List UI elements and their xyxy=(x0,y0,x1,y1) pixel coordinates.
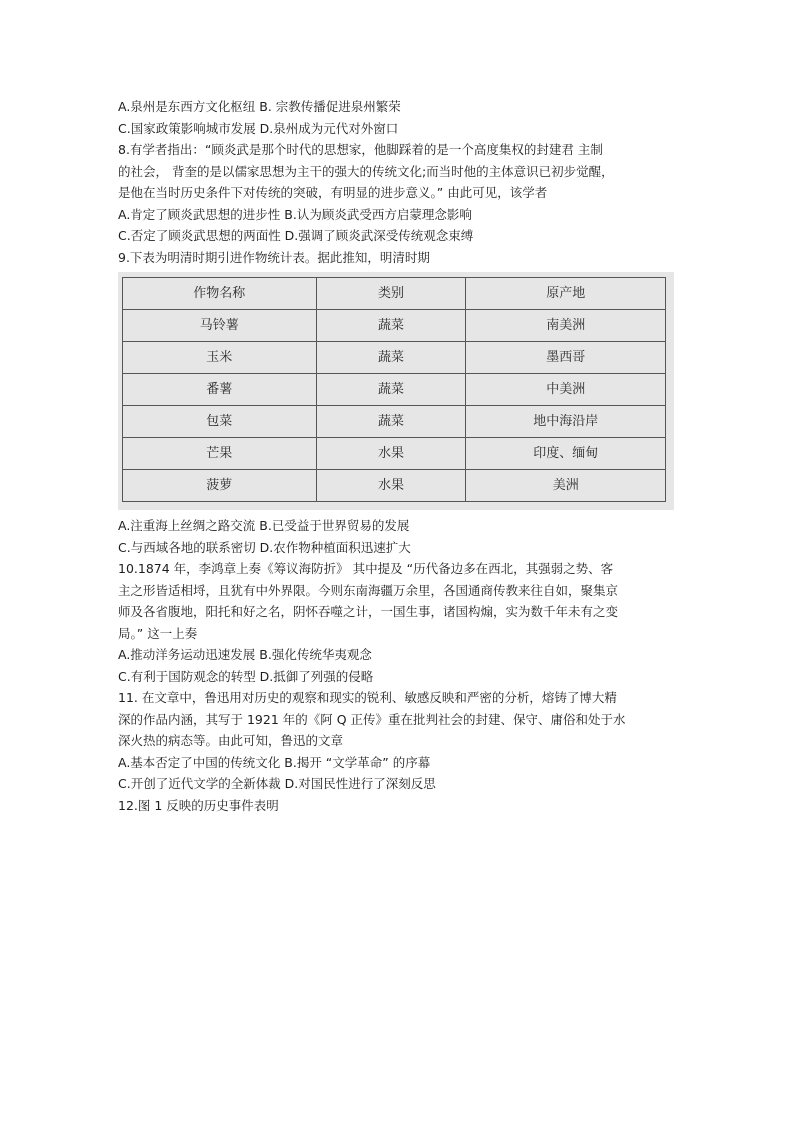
cell-category: 蔬菜 xyxy=(316,310,466,342)
q9-options-ab: A.注重海上丝绸之路交流 B.已受益于世界贸易的发展 xyxy=(118,518,410,533)
q11-options-ab: A.基本否定了中国的传统文化 B.揭开 “文学革命” 的序幕 xyxy=(118,754,431,770)
table-row xyxy=(123,438,666,470)
q8-stem-line-3: 是他在当时历史条件下对传统的突破，有明显的进步意义。” 由此可见，该学者 xyxy=(118,185,548,200)
q10-stem-line-4: 局。” 这一上奏 xyxy=(118,625,198,641)
q9-options-cd: C.与西域各地的联系密切 D.农作物种植面积迅速扩大 xyxy=(118,539,411,555)
cell-origin: 美洲 xyxy=(466,470,666,502)
cell-category: 水果 xyxy=(316,438,466,470)
q8-options-cd: C.否定了顾炎武思想的两面性 D.强调了顾炎武深受传统观念束缚 xyxy=(118,228,474,243)
q11-options-cd: C.开创了近代文学的全新体裁 D.对国民性进行了深刻反思 xyxy=(118,776,436,791)
header-category: 类别 xyxy=(316,278,466,310)
crop-table-photo xyxy=(118,272,674,510)
table-row xyxy=(123,310,666,342)
question-content xyxy=(118,96,688,816)
table-row xyxy=(123,342,666,374)
table-row xyxy=(123,470,666,502)
cell-origin: 中美洲 xyxy=(466,374,666,406)
q10-options-cd: C.有利于国防观念的转型 D.抵御了列强的侵略 xyxy=(118,668,374,684)
crop-table xyxy=(122,277,666,502)
table-header-row xyxy=(123,278,666,310)
cell-category: 蔬菜 xyxy=(316,374,466,406)
q10-stem-line-1: 10.1874 年，李鸿章上奏《筹议海防折》 其中提及 “历代备边多在西北，其强弱之势、客 xyxy=(118,561,614,576)
q10-options-ab: A.推动洋务运动迅速发展 B.强化传统华夷观念 xyxy=(118,647,372,662)
cell-crop-name: 芒果 xyxy=(123,438,317,470)
q10-stem-line-3: 师及各省腹地，阳托和好之名，阴怀吞噬之计，一国生事，诸国构煽，实为数千年未有之变 xyxy=(118,604,619,619)
q11-stem-line-2: 深的作品内涵，其写于 1921 年的《阿 Q 正传》重在批判社会的封建、保守、庸俗和处于水 xyxy=(118,711,626,727)
q8-options-ab: A.肯定了顾炎武思想的进步性 B.认为顾炎武受西方启蒙理念影响 xyxy=(118,206,472,222)
header-origin: 原产地 xyxy=(466,278,666,310)
cell-category: 蔬菜 xyxy=(316,342,466,374)
q9-stem: 9.下表为明清时期引进作物统计表。据此推知，明清时期 xyxy=(118,249,430,265)
q11-stem-line-3: 深火热的病态等。由此可知，鲁迅的文章 xyxy=(118,733,344,748)
cell-category: 蔬菜 xyxy=(316,406,466,438)
q8-stem-line-1: 8.有学者指出：“顾炎武是那个时代的思想家，他脚踩着的是一个高度集权的封建君 主制 xyxy=(118,142,603,157)
q7-options-cd: C.国家政策影响城市发展 D.泉州成为元代对外窗口 xyxy=(118,120,399,136)
cell-origin: 印度、缅甸 xyxy=(466,438,666,470)
cell-origin: 地中海沿岸 xyxy=(466,406,666,438)
header-crop-name: 作物名称 xyxy=(123,278,317,310)
q8-stem-line-2: 的社会， 背奎的是以儒家思想为主干的强大的传统文化;而当时他的主体意识已初步觉醒， xyxy=(118,163,614,179)
q12-stem: 12.图 1 反映的历史事件表明 xyxy=(118,797,279,813)
cell-crop-name: 包菜 xyxy=(123,406,317,438)
q7-options-ab: A.泉州是东西方文化枢纽 B. 宗教传播促进泉州繁荣 xyxy=(118,99,401,114)
cell-crop-name: 番薯 xyxy=(123,374,317,406)
table-row xyxy=(123,406,666,438)
table-row xyxy=(123,374,666,406)
q11-stem-line-1: 11. 在文章中，鲁迅用对历史的观察和现实的锐利、敏感反映和严密的分析，熔铸了博大精 xyxy=(118,690,617,705)
cell-crop-name: 玉米 xyxy=(123,342,317,374)
cell-origin: 墨西哥 xyxy=(466,342,666,374)
q10-stem-line-2: 主之形皆适相埒，且犹有中外界限。今则东南海疆万余里，各国通商传教来往自如，聚集京 xyxy=(118,582,619,598)
cell-crop-name: 菠萝 xyxy=(123,470,317,502)
cell-crop-name: 马铃薯 xyxy=(123,310,317,342)
cell-origin: 南美洲 xyxy=(466,310,666,342)
cell-category: 水果 xyxy=(316,470,466,502)
